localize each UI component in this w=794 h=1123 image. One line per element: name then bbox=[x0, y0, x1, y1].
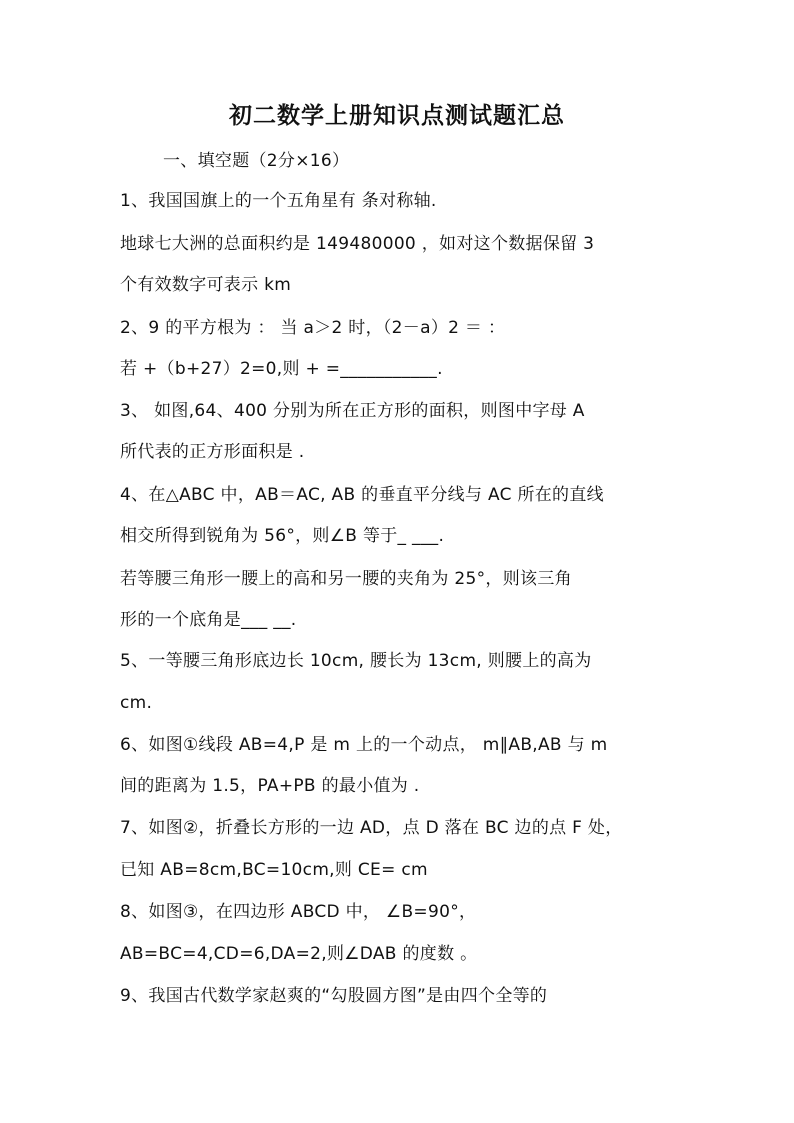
text-line: AB=BC=4,CD=6,DA=2,则∠DAB 的度数 。 bbox=[120, 944, 478, 964]
text-line: cm. bbox=[120, 693, 153, 713]
text-line: 5、一等腰三角形底边长 10cm, 腰长为 13cm, 则腰上的高为 bbox=[120, 651, 592, 671]
text-line: 间的距离为 1.5，PA+PB 的最小值为 . bbox=[120, 776, 420, 796]
text-line: 若 +（b+27）2=0,则 + =___________. bbox=[120, 359, 443, 379]
text-line: 地球七大洲的总面积约是 149480000 ，如对这个数据保留 3 bbox=[120, 234, 595, 254]
text-line: 7、如图②，折叠长方形的一边 AD，点 D 落在 BC 边的点 F 处， bbox=[120, 818, 623, 838]
text-line: 个有效数字可表示 km bbox=[120, 275, 292, 295]
text-line: 4、在△ABC 中，AB＝AC, AB 的垂直平分线与 AC 所在的直线 bbox=[120, 485, 604, 505]
text-line: 1、我国国旗上的一个五角星有 条对称轴. bbox=[120, 191, 437, 211]
text-line: 9、我国古代数学家赵爽的“勾股圆方图”是由四个全等的 bbox=[120, 986, 548, 1006]
document-title: 初二数学上册知识点测试题汇总 bbox=[229, 102, 565, 129]
text-line: 所代表的正方形面积是 . bbox=[120, 442, 305, 462]
section-heading: 一、填空题（2分×16） bbox=[163, 151, 350, 171]
text-line: 2、9 的平方根为 ： 当 a＞2 时，（2－a）2 ＝ ： bbox=[120, 318, 506, 338]
text-line: 6、如图①线段 AB=4,P 是 m 上的一个动点， m∥AB,AB 与 m bbox=[120, 735, 608, 755]
text-line: 相交所得到锐角为 56°，则∠B 等于_ ___. bbox=[120, 526, 445, 546]
text-line: 若等腰三角形一腰上的高和另一腰的夹角为 25°，则该三角 bbox=[120, 569, 572, 589]
text-line: 3、 如图,64、400 分别为所在正方形的面积，则图中字母 A bbox=[120, 401, 585, 421]
text-line: 8、如图③，在四边形 ABCD 中， ∠B=90°， bbox=[120, 902, 477, 922]
text-line: 形的一个底角是___ __. bbox=[120, 610, 297, 630]
text-line: 已知 AB=8cm,BC=10cm,则 CE= cm bbox=[120, 860, 428, 880]
